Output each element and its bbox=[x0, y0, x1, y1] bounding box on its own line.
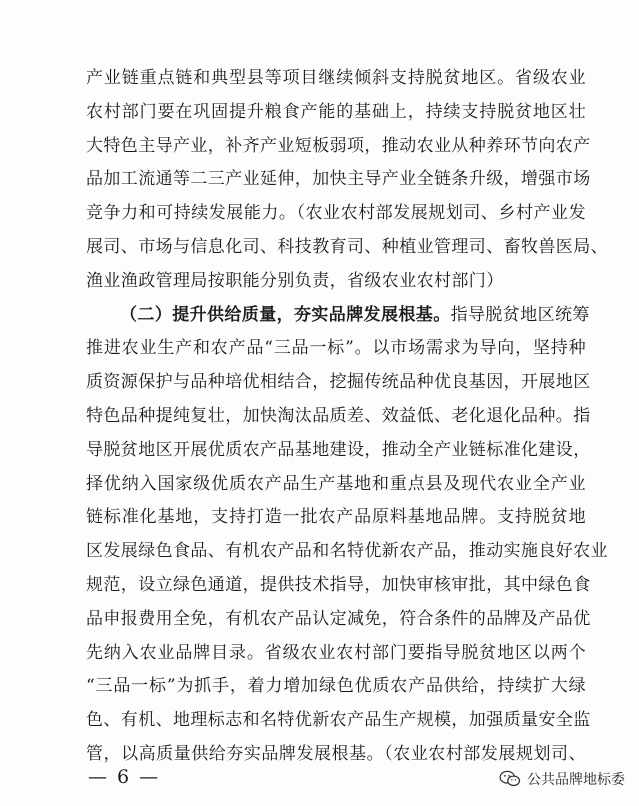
text-line: 农村部门要在巩固提升粮食产能的基础上，持续支持脱贫地区壮 bbox=[86, 101, 586, 122]
text-line: 特色品种提纯复壮，加快淘汰品质差、效益低、老化退化品种。指 bbox=[86, 405, 591, 426]
section-first-line-text: 指导脱贫地区统筹 bbox=[450, 304, 590, 325]
text-line: 管，以高质量供给夯实品牌发展根基。（农业农村部发展规划司、 bbox=[86, 743, 586, 764]
text-line: 渔业渔政管理局按职能分别负责，省级农业农村部门） bbox=[86, 270, 504, 291]
text-line: 区发展绿色食品、有机农产品和名特优新农产品，推动实施良好农业 bbox=[86, 541, 608, 562]
text-line: “三品一标”为抓手，着力增加绿色优质农产品供给，持续扩大绿 bbox=[86, 676, 586, 697]
page-number: — 6 — bbox=[88, 766, 161, 788]
text-line: 导脱贫地区开展优质农产品基地建设，推动全产业链标准化建设， bbox=[86, 439, 591, 460]
body-text bbox=[86, 62, 608, 772]
text-line: 品申报费用全免，有机农产品认定减免，符合条件的品牌及产品优 bbox=[86, 608, 591, 629]
text-line: 推进农业生产和农产品“三品一标”。以市场需求为导向，坚持种 bbox=[86, 338, 586, 359]
section-heading: （二）提升供给质量，夯实品牌发展根基。 bbox=[120, 304, 451, 325]
text-line: 色、有机、地理标志和名特优新农产品生产规模，加强质量安全监 bbox=[86, 710, 591, 731]
text-line: 展司、市场与信息化司、科技教育司、种植业管理司、畜牧兽医局、 bbox=[86, 236, 608, 257]
text-line: 先纳入农业品牌目录。省级农业农村部门要指导脱贫地区以两个 bbox=[86, 642, 586, 663]
watermark-text: 公共品牌地标委 bbox=[527, 772, 625, 788]
text-line: 链标准化基地，支持打造一批农产品原料基地品牌。支持脱贫地 bbox=[86, 507, 586, 528]
text-line: 品加工流通等二三产业延伸，加快主导产业全链条升级，增强市场 bbox=[86, 169, 591, 190]
section-heading-line bbox=[86, 299, 590, 333]
text-line: 竞争力和可持续发展能力。（农业农村部发展规划司、乡村产业发 bbox=[86, 203, 586, 224]
text-line: 择优纳入国家级优质农产品生产基地和重点县及现代农业全产业 bbox=[86, 473, 586, 494]
text-line: 产业链重点链和典型县等项目继续倾斜支持脱贫地区。省级农业 bbox=[86, 68, 586, 88]
wechat-icon bbox=[499, 770, 521, 788]
text-line: 规范，设立绿色通道，提供技术指导，加快审核审批，其中绿色食 bbox=[86, 574, 591, 595]
watermark bbox=[499, 769, 625, 789]
text-line: 质资源保护与品种培优相结合，挖掘传统品种优良基因，开展地区 bbox=[86, 372, 591, 393]
text-line: 大特色主导产业，补齐产业短板弱项，推动农业从种养环节向农产 bbox=[86, 135, 591, 156]
